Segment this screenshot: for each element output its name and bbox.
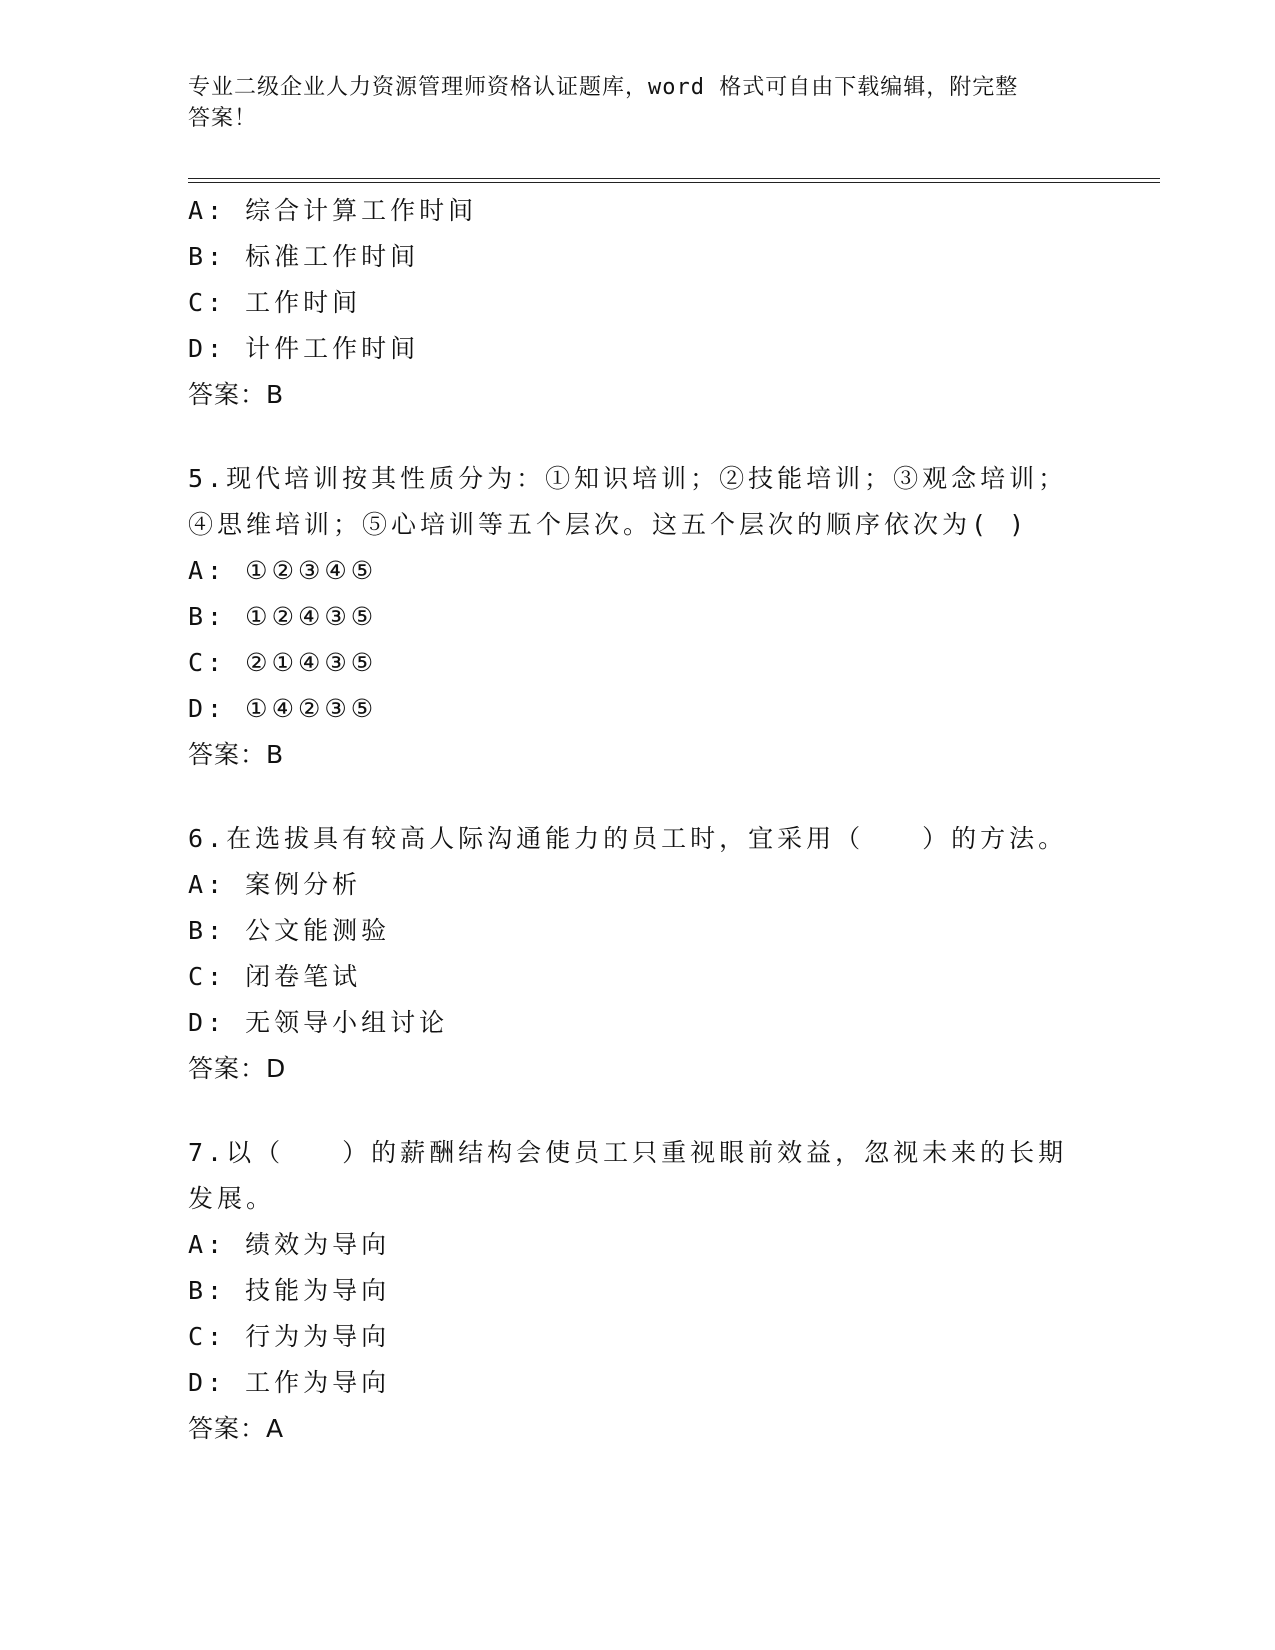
header-line-1: 专业二级企业人力资源管理师资格认证题库，word 格式可自由下载编辑，附完整 (188, 75, 1019, 100)
question-4 (188, 188, 1088, 418)
answer-line: 答案：A (188, 1414, 285, 1443)
option-b: B: 技能为导向 (188, 1276, 391, 1305)
option-a: A: 绩效为导向 (188, 1230, 391, 1259)
spacer (188, 418, 1088, 456)
option-b: B: 标准工作时间 (188, 242, 420, 271)
option-c: C: 闭卷笔试 (188, 962, 362, 991)
option-b: B: ①②④③⑤ (188, 602, 378, 631)
question-7 (188, 1130, 1088, 1452)
answer-line: 答案：B (188, 380, 285, 409)
answer-line: 答案：B (188, 740, 285, 769)
option-c: C: 行为为导向 (188, 1322, 391, 1351)
spacer (188, 778, 1088, 816)
header-divider-top (188, 178, 1160, 179)
header-line-2: 答案！ (188, 106, 258, 131)
answer-line: 答案：D (188, 1054, 287, 1083)
option-c: C: ②①④③⑤ (188, 648, 378, 677)
question-stem-line-1: 7.以（ ）的薪酬结构会使员工只重视眼前效益，忽视未来的长期 (188, 1138, 1068, 1167)
question-stem-line-1: 5.现代培训按其性质分为：①知识培训；②技能培训；③观念培训； (188, 464, 1068, 493)
option-a: A: ①②③④⑤ (188, 556, 378, 585)
question-5 (188, 456, 1088, 778)
document-header (188, 72, 1088, 134)
question-stem-line-2: 发展。 (188, 1184, 276, 1213)
question-stem-line-2: ④思维培训；⑤心培训等五个层次。这五个层次的顺序依次为( ) (188, 510, 1029, 539)
option-a: A: 案例分析 (188, 870, 362, 899)
option-d: D: 计件工作时间 (188, 334, 420, 363)
option-a: A: 综合计算工作时间 (188, 196, 478, 225)
header-divider-bottom (188, 182, 1160, 183)
question-stem-line-1: 6.在选拔具有较高人际沟通能力的员工时，宜采用（ ）的方法。 (188, 824, 1068, 853)
option-d: D: ①④②③⑤ (188, 694, 378, 723)
option-c: C: 工作时间 (188, 288, 362, 317)
spacer (188, 1092, 1088, 1130)
question-6 (188, 816, 1088, 1092)
question-list (188, 188, 1088, 1452)
option-d: D: 工作为导向 (188, 1368, 391, 1397)
option-d: D: 无领导小组讨论 (188, 1008, 449, 1037)
option-b: B: 公文能测验 (188, 916, 391, 945)
